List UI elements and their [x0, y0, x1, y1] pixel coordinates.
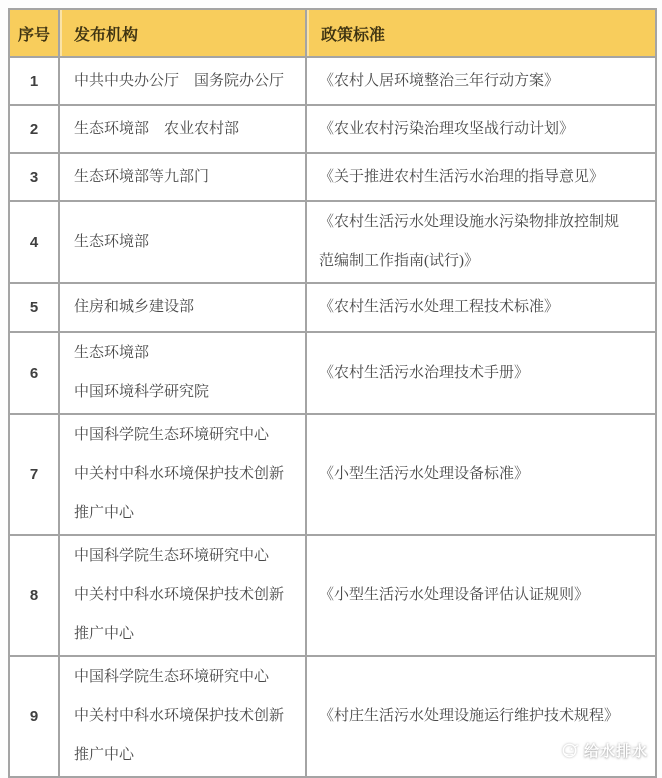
issuing-agency-cell: [59, 201, 306, 283]
serial-number-cell: 3: [9, 153, 59, 201]
agency-line: 住房和城乡建设部: [74, 299, 195, 315]
table-row: [9, 656, 656, 777]
agency-line: 生态环境部 农业农村部: [74, 120, 240, 137]
policy-line: 《小型生活污水处理设备标准》: [319, 466, 530, 482]
agency-line: 中共中央办公厅 国务院办公厅: [74, 72, 285, 89]
agency-line: 中国科学院生态环境研究中心: [74, 427, 270, 443]
serial-number-cell: 1: [9, 57, 59, 105]
policy-standard-cell: [306, 105, 656, 153]
agency-line: 中国科学院生态环境研究中心: [74, 669, 270, 685]
serial-number-cell: 9: [9, 656, 59, 777]
policy-line: 《农村生活污水处理工程技术标准》: [319, 299, 560, 315]
policy-line: 《农村人居环境整治三年行动方案》: [319, 72, 560, 89]
policy-standard-cell: [306, 57, 656, 105]
serial-number-cell: 6: [9, 332, 59, 414]
agency-line: 生态环境部等九部门: [74, 168, 210, 185]
agency-line: 生态环境部: [74, 233, 150, 250]
agency-line: 中国环境科学研究院: [74, 384, 210, 400]
policy-standard-cell: [306, 153, 656, 201]
serial-number-cell: 5: [9, 283, 59, 332]
header-col-policy-standard: 政策标准: [306, 9, 656, 57]
serial-number-cell: 4: [9, 201, 59, 283]
serial-number-cell: 7: [9, 414, 59, 535]
table-header: [9, 9, 656, 57]
issuing-agency-cell: [59, 414, 306, 535]
policy-line: 《农村生活污水治理技术手册》: [319, 364, 530, 381]
header-col-serial-number: 序号: [9, 9, 59, 57]
policy-line: 《关于推进农村生活污水治理的指导意见》: [319, 168, 605, 185]
table-row: [9, 57, 656, 105]
policy-standards-table: [8, 8, 657, 778]
policy-standard-cell: [306, 283, 656, 332]
policy-standard-cell: [306, 656, 656, 777]
issuing-agency-cell: [59, 535, 306, 656]
agency-line: 推广中心: [74, 747, 135, 763]
policy-line: 《农村生活污水处理设施水污染物排放控制规: [319, 214, 620, 230]
table-row: [9, 153, 656, 201]
agency-line: 中关村中科水环境保护技术创新: [74, 466, 285, 482]
issuing-agency-cell: [59, 283, 306, 332]
agency-line: 中国科学院生态环境研究中心: [74, 548, 270, 564]
table-row: [9, 283, 656, 332]
table-row: [9, 332, 656, 414]
policy-line: 《农业农村污染治理攻坚战行动计划》: [319, 120, 575, 137]
table-body: [9, 57, 656, 777]
policy-line: 《村庄生活污水处理设施运行维护技术规程》: [319, 708, 620, 724]
issuing-agency-cell: [59, 332, 306, 414]
issuing-agency-cell: [59, 153, 306, 201]
serial-number-cell: 8: [9, 535, 59, 656]
policy-line: 范编制工作指南(试行)》: [319, 253, 479, 269]
agency-line: 中关村中科水环境保护技术创新: [74, 587, 285, 603]
agency-line: 推广中心: [74, 505, 135, 521]
policy-standard-cell: [306, 535, 656, 656]
policy-standard-cell: [306, 201, 656, 283]
issuing-agency-cell: [59, 57, 306, 105]
policy-line: 《小型生活污水处理设备评估认证规则》: [319, 587, 590, 603]
policy-standard-cell: [306, 332, 656, 414]
table-row: [9, 105, 656, 153]
issuing-agency-cell: [59, 656, 306, 777]
header-col-issuing-agency: 发布机构: [59, 9, 306, 57]
table-row: [9, 535, 656, 656]
issuing-agency-cell: [59, 105, 306, 153]
agency-line: 中关村中科水环境保护技术创新: [74, 708, 285, 724]
header-row: [9, 9, 656, 57]
table-row: [9, 201, 656, 283]
agency-line: 生态环境部: [74, 345, 150, 361]
watermark-label: 给水排水: [583, 743, 648, 760]
serial-number-cell: 2: [9, 105, 59, 153]
policy-standard-cell: [306, 414, 656, 535]
table-row: [9, 414, 656, 535]
agency-line: 推广中心: [74, 626, 135, 642]
